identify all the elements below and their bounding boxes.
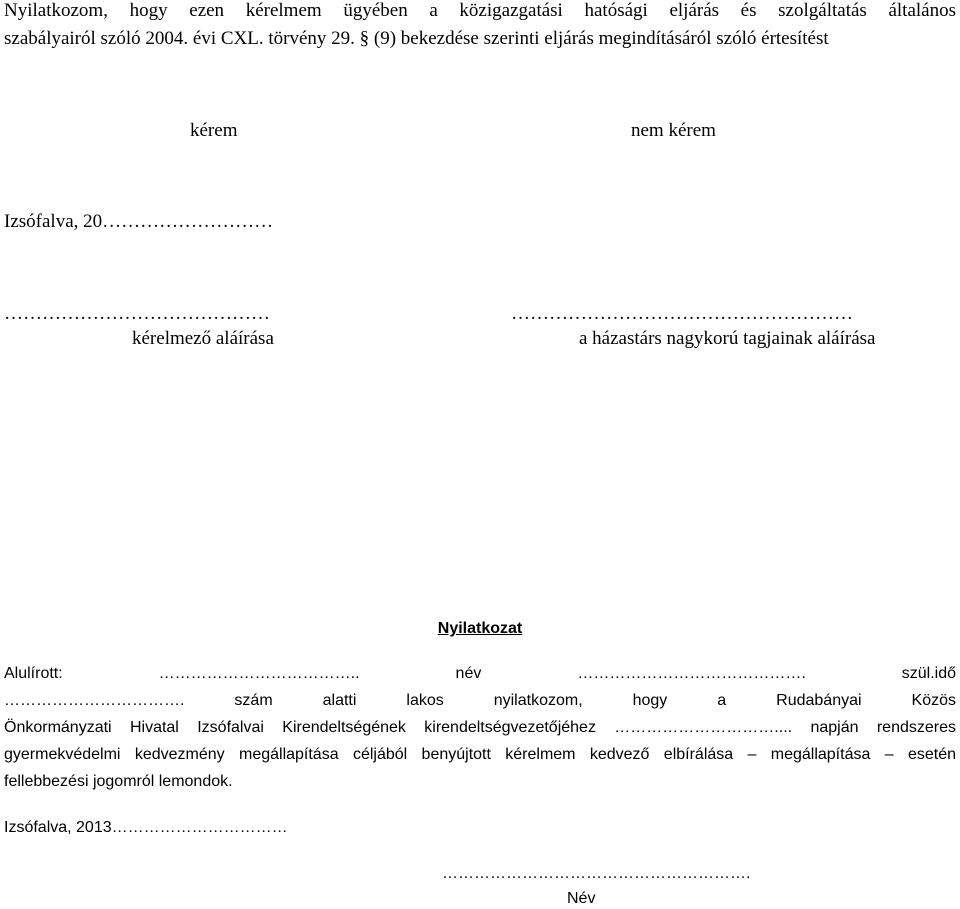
statement-line-1: Alulírott: ……………………………….. név ……………………………………. szül.idő [4, 665, 956, 682]
signature-label-household: a házastárs nagykorú tagjainak aláírása [579, 328, 876, 349]
place-date-statement: Izsófalva, 2013…………………………… [4, 819, 288, 836]
statement-line-4: gyermekvédelmi kedvezmény megállapítása céljából benyújtott kérelmem kedvező elbírálása – megállapítása – esetén [4, 746, 956, 763]
declaration-line-1: Nyilatkozom, hogy ezen kérelmem ügyében a közigazgatási hatósági eljárás és szolgáltatás általános [4, 0, 956, 21]
statement-line-3: Önkormányzati Hivatal Izsófalvai Kirendeltségének kirendeltségvezetőjéhez ………………………….... napján rendszeres [4, 719, 956, 736]
signature-line-applicant: …………………………………… [4, 303, 270, 324]
statement-title: Nyilatkozat [437, 620, 523, 637]
statement-line-5: fellebbezési jogomról lemondok. [4, 773, 233, 790]
signature-line-household: ……………………………………………… [511, 303, 853, 324]
signature-line-name: …………………………………………………. [442, 865, 751, 882]
signature-label-name: Név [567, 890, 596, 907]
signature-label-applicant: kérelmező aláírása [132, 328, 274, 349]
option-request: kérem [190, 120, 238, 141]
place-date-top: Izsófalva, 20……………………… [4, 211, 274, 232]
option-no-request: nem kérem [631, 120, 716, 141]
declaration-line-2: szabályairól szóló 2004. évi CXL. törvény 29. § (9) bekezdése szerinti eljárás megindításáról szóló értesítést [4, 28, 829, 49]
statement-line-2: ……………………………. szám alatti lakos nyilatkozom, hogy a Rudabányai Közös [4, 692, 956, 709]
